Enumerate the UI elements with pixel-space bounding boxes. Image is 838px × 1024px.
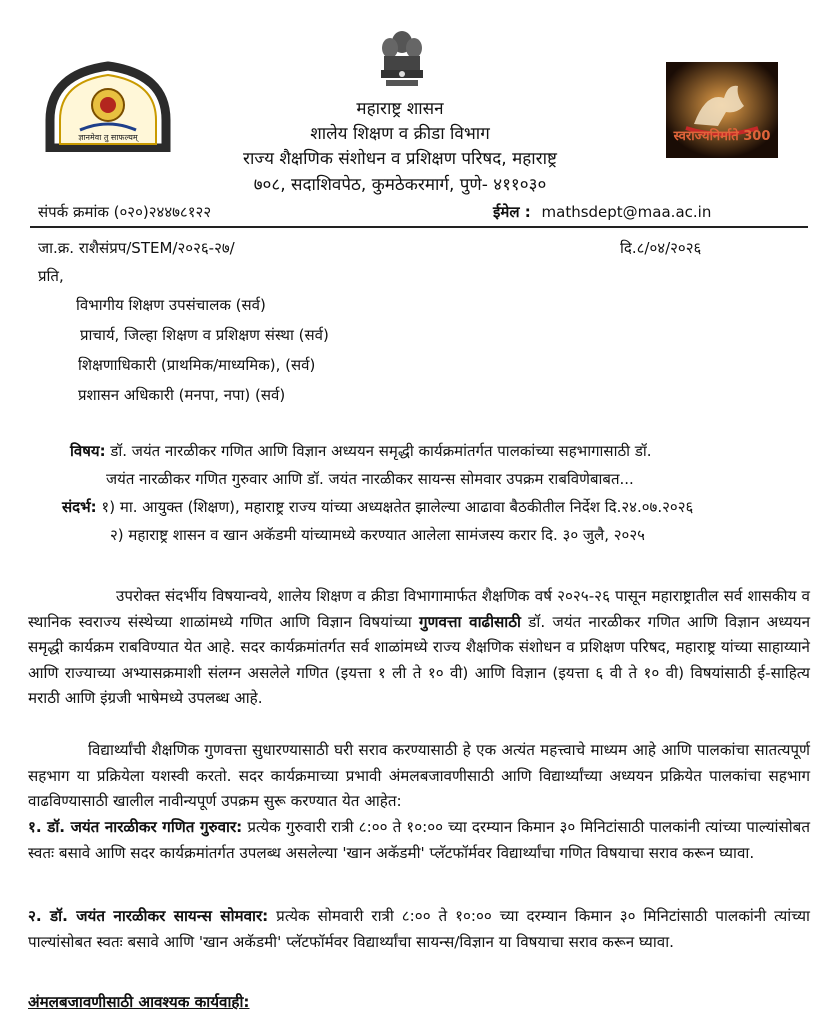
reference-line-2: २) महाराष्ट्र शासन व खान अकॅडमी यांच्यामध्ये करण्यात आलेला सामंजस्य करार दि. ३० जुलै, २०२५ xyxy=(110,526,645,544)
body-paragraph-1 xyxy=(28,584,810,712)
right-logo-caption: स्वराज्यनिर्माते 300 xyxy=(673,129,771,144)
item-2 xyxy=(28,904,810,955)
para1-bold: गुणवत्ता वाढीसाठी xyxy=(419,612,521,631)
header-council: राज्य शैक्षणिक संशोधन व प्रशिक्षण परिषद, महाराष्ट्र xyxy=(243,149,557,169)
ashoka-emblem-icon xyxy=(376,28,428,92)
para1-text-a: उपरोक्त संदर्भीय विषयान्वये, शालेय शिक्षण व क्रीडा विभागामार्फत शैक्षणिक वर्ष २०२५-२६ पासून महाराष्ट्रातील सर्व शासकीय व स्थानिक स्वराज्य संस्थेच्या शाळांमध्ये गणित आणि विज्ञान विषयांच्या xyxy=(28,587,810,631)
body-paragraph-2: विद्यार्थ्यांची शैक्षणिक गुणवत्ता सुधारण्यासाठी घरी सराव करण्यासाठी हे एक अत्यंत महत्त्वाचे माध्यम आहे आणि पालकांचा सातत्यपूर्ण सहभाग या प्रक्रियेला यशस्वी करतो. सदर कार्यक्रमाच्या प्रभावी अंमलबजावणीसाठी आणि विद्यार्थ्यांच्या अध्ययन प्रक्रियेत पालकांचा सहभाग वाढविण्यासाठी खालील नावीन्यपूर्ण उपक्रम सुरू करण्यात येत आहेत: xyxy=(28,741,810,810)
item-1 xyxy=(28,815,810,866)
header-govt: महाराष्ट्र शासन xyxy=(356,99,444,119)
subject-line-1 xyxy=(70,441,830,461)
reference-line-1 xyxy=(62,497,832,517)
recipient-4: प्रशासन अधिकारी (मनपा, नपा) (सर्व) xyxy=(78,386,286,404)
ref-number: जा.क्र. राशैसंप्रप/STEM/२०२६-२७/ xyxy=(38,239,235,257)
header-dept: शालेय शिक्षण व क्रीडा विभाग xyxy=(310,124,490,144)
left-logo xyxy=(38,60,178,152)
to-label: प्रति, xyxy=(38,267,64,285)
reference-label: संदर्भ: xyxy=(62,498,97,516)
action-heading: अंमलबजावणीसाठी आवश्यक कार्यवाही: xyxy=(28,993,250,1011)
email-link[interactable]: mathsdept@maa.ac.in xyxy=(541,203,712,221)
recipient-3: शिक्षणाधिकारी (प्राथमिक/माध्यमिक), (सर्व) xyxy=(78,356,316,374)
item2-title: २. डॉ. जयंत नारळीकर सायन्स सोमवार: xyxy=(28,907,269,925)
email-row xyxy=(493,202,711,222)
email-label: ईमेल : xyxy=(493,203,531,221)
header-address: ७०८, सदाशिवपेठ, कुमठेकरमार्ग, पुणे- ४११०३० xyxy=(253,175,547,195)
reference-text-1: १) मा. आयुक्त (शिक्षण), महाराष्ट्र राज्य यांच्या अध्यक्षतेत झालेल्या आढावा बैठकीतील निर्देश दि.२४.०७.२०२६ xyxy=(96,498,694,516)
item1-text: प्रत्येक गुरुवारी रात्री ८:०० ते १०:०० च्या दरम्यान किमान ३० मिनिटांसाठी पालकांनी त्यांच्या पाल्यांसोबत स्वतः बसावे आणि सदर कार्यक्रमांतर्गत उपलब्ध असलेल्या 'खान अकॅडमी' प्लॅटफॉर्मवर विद्यार्थ्यांचा गणित विषयाचा सराव करून घ्यावा. xyxy=(28,818,810,862)
header-divider xyxy=(30,226,808,228)
logo-motto: ज्ञानमेवा तु साफल्यम् xyxy=(78,133,138,142)
national-emblem xyxy=(376,28,428,92)
letter-date: दि.८/०४/२०२६ xyxy=(620,239,702,257)
right-logo xyxy=(666,62,778,158)
subject-label: विषय: xyxy=(70,442,106,460)
recipient-2: प्राचार्य, जिल्हा शिक्षण व प्रशिक्षण संस्था (सर्व) xyxy=(80,326,329,344)
recipient-1: विभागीय शिक्षण उपसंचालक (सर्व) xyxy=(76,296,266,314)
contact-phone: संपर्क क्रमांक (०२०)२४४७८१२२ xyxy=(38,203,212,221)
item2-text: प्रत्येक सोमवारी रात्री ८:०० ते १०:०० च्या दरम्यान किमान ३० मिनिटांसाठी पालकांनी त्यांच्या पाल्यांसोबत स्वतः बसावे आणि 'खान अकॅडमी' प्लॅटफॉर्मवर विद्यार्थ्यांचा सायन्स/विज्ञान या विषयाचा सराव करून घ्यावा. xyxy=(28,907,810,951)
para1-text-b: डॉ. जयंत नारळीकर गणित आणि विज्ञान अध्ययन समृद्धी कार्यक्रम राबविण्यात येत आहे. सदर कार्यक्रमांतर्गत सर्व शाळांमध्ये राज्य शैक्षणिक संशोधन व प्रशिक्षण परिषद, महाराष्ट्र यांच्या साहाय्याने आणि राज्याच्या अभ्यासक्रमाशी संलग्न असलेले गणित (इयत्ता १ ली ते १० वी) आणि विज्ञान (इयत्ता ६ वी ते १० वी) विषयांसाठी ई-साहित्य मराठी आणि इंग्रजी भाषेमध्ये उपलब्ध आहे. xyxy=(28,612,810,707)
subject-text-1: डॉ. जयंत नारळीकर गणित आणि विज्ञान अध्ययन समृद्धी कार्यक्रमांतर्गत पालकांच्या सहभागासाठी डॉ. xyxy=(105,442,652,460)
item1-title: १. डॉ. जयंत नारळीकर गणित गुरुवार: xyxy=(28,818,243,836)
subject-line-2: जयंत नारळीकर गणित गुरुवार आणि डॉ. जयंत नारळीकर सायन्स सोमवार उपक्रम राबविणेबाबत... xyxy=(106,470,634,488)
